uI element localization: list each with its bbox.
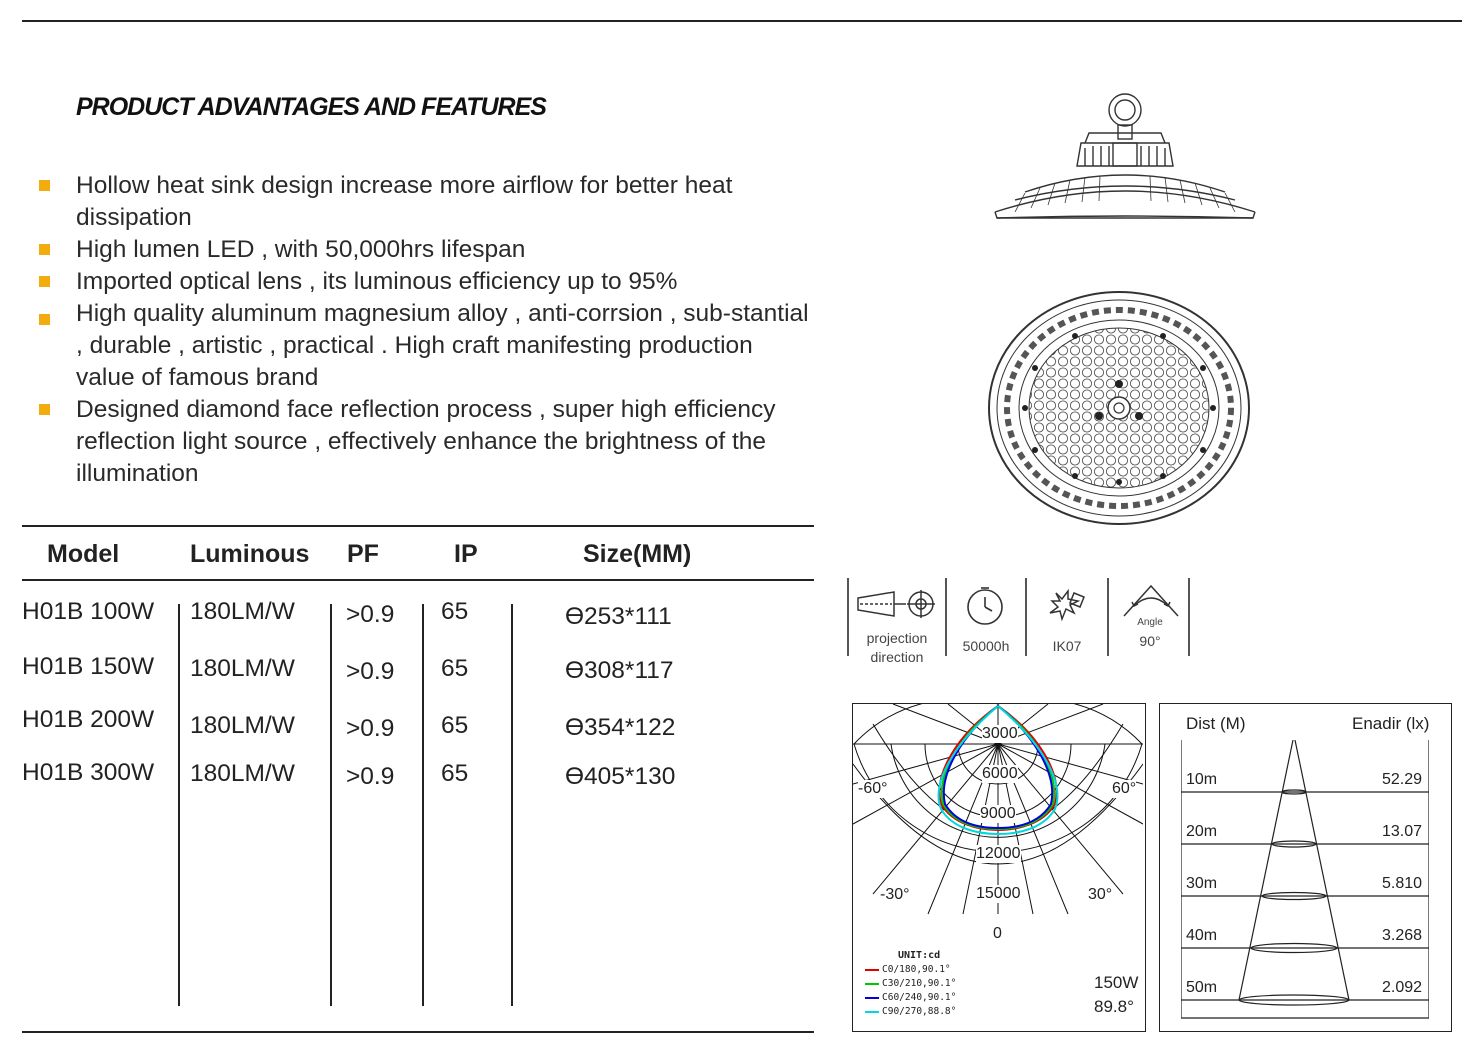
feature-item [36,234,816,266]
cell-model: H01B 300W [22,759,155,786]
column-divider [422,604,424,1006]
polar-ring-label: 12000 [976,845,1021,862]
table-header-rule [22,579,814,581]
polar-angle-label: 60° [1112,780,1137,797]
cell-luminous: 180LM/W [190,598,295,625]
cell-ip: 65 [441,712,469,739]
icon-divider [945,578,947,656]
polar-angle-label: 0 [993,925,1002,942]
feature-item [36,266,816,298]
cell-ip: 65 [441,655,469,682]
legend-swatch [865,983,879,985]
icon-divider [847,578,849,656]
legend-item [865,991,956,1005]
bullet-icon [39,276,50,287]
header-size: Size(MM) [583,540,692,568]
legend-item [865,963,956,977]
legend-label: C90/270,88.8° [882,1006,957,1017]
feature-text: Imported optical lens , its luminous efficiency up to 95% [76,268,678,295]
product-bottom-view [985,290,1253,530]
projection-icon [854,588,940,622]
feature-list [36,170,816,490]
dist-value: 40m [1186,927,1218,944]
legend-swatch [865,997,879,999]
cell-pf: >0.9 [346,601,395,628]
bullet-icon [39,404,50,415]
table-bottom-rule [22,1031,814,1033]
cell-luminous: 180LM/W [190,655,295,682]
angle-icon [1120,580,1182,620]
cell-luminous: 180LM/W [190,760,295,787]
dist-value: 20m [1186,823,1218,840]
polar-unit: UNIT:cd [898,950,941,961]
polar-ring-label: 3000 [982,725,1018,742]
column-divider [330,604,332,1006]
legend-label: C0/180,90.1° [882,964,951,975]
polar-ring-label: 9000 [980,805,1016,822]
feature-item [36,170,816,234]
cell-model: H01B 100W [22,598,155,625]
cell-ip: 65 [441,760,469,787]
polar-ring-label: 15000 [976,885,1021,902]
angle-label: Angle [1137,617,1163,628]
angle-value: 90° [1139,633,1161,649]
cell-ip: 65 [441,598,469,625]
section-heading: PRODUCT ADVANTAGES AND FEATURES [76,93,546,121]
header-luminous: Luminous [190,540,310,568]
header-model: Model [47,540,120,568]
lux-value: 52.29 [1382,771,1423,788]
top-rule [22,20,1462,22]
polar-angle-label: -60° [858,780,888,797]
legend-item [865,1005,956,1019]
lux-header: Enadir (lx) [1352,714,1430,733]
dist-value: 50m [1186,979,1218,996]
product-side-view [985,88,1265,228]
legend-swatch [865,969,879,971]
lux-value: 2.092 [1382,979,1423,996]
polar-angle-label: 30° [1088,886,1113,903]
legend-label: C30/210,90.1° [882,978,957,989]
impact-icon [1046,587,1088,625]
polar-angle-label: -30° [880,886,910,903]
dist-header: Dist (M) [1186,714,1246,733]
legend-swatch [865,1011,879,1013]
cell-pf: >0.9 [346,715,395,742]
polar-ring-label: 6000 [982,765,1018,782]
feature-item [36,298,816,394]
column-divider [511,604,513,1006]
legend-label: C60/240,90.1° [882,992,957,1003]
polar-beam-angle: 89.8° [1094,997,1134,1016]
projection-label-2: direction [870,649,924,665]
bullet-icon [39,244,50,255]
impact-label: IK07 [1052,638,1082,654]
feature-text: Hollow heat sink design increase more airflow for better heat dissipation [76,172,733,231]
clock-icon [964,585,1006,627]
dist-value: 10m [1186,771,1218,788]
header-pf: PF [347,540,379,568]
projection-label-1: projection [866,630,928,646]
cell-model: H01B 150W [22,653,155,680]
cell-pf: >0.9 [346,763,395,790]
polar-legend [865,963,956,1019]
cell-size: Ө253*111 [565,603,672,630]
legend-item [865,977,956,991]
icon-divider [1025,578,1027,656]
cell-size: Ө405*130 [565,763,676,790]
cell-luminous: 180LM/W [190,712,295,739]
lux-value: 3.268 [1382,927,1423,944]
cell-size: Ө308*117 [565,657,674,684]
cell-model: H01B 200W [22,706,155,733]
dist-value: 30m [1186,875,1218,892]
feature-text: High quality aluminum magnesium alloy , anti-corrsion , sub-stantial , durable , artistic , practical . High craft manifesting production value of famous brand [76,300,809,391]
table-top-rule [22,525,814,527]
polar-power: 150W [1094,973,1139,992]
bullet-icon [39,180,50,191]
feature-text: High lumen LED , with 50,000hrs lifespan [76,236,526,263]
bullet-icon [39,314,50,325]
feature-item [36,394,816,490]
cell-pf: >0.9 [346,658,395,685]
feature-text: Designed diamond face reflection process , super high efficiency reflection light source , effectively enhance the brightness of the illumination [76,396,776,487]
lux-value: 5.810 [1382,875,1423,892]
header-ip: IP [454,540,478,568]
lifespan-label: 50000h [962,638,1010,654]
lux-value: 13.07 [1382,823,1423,840]
column-divider [178,604,180,1006]
cell-size: Ө354*122 [565,714,676,741]
icon-divider [1107,578,1109,656]
